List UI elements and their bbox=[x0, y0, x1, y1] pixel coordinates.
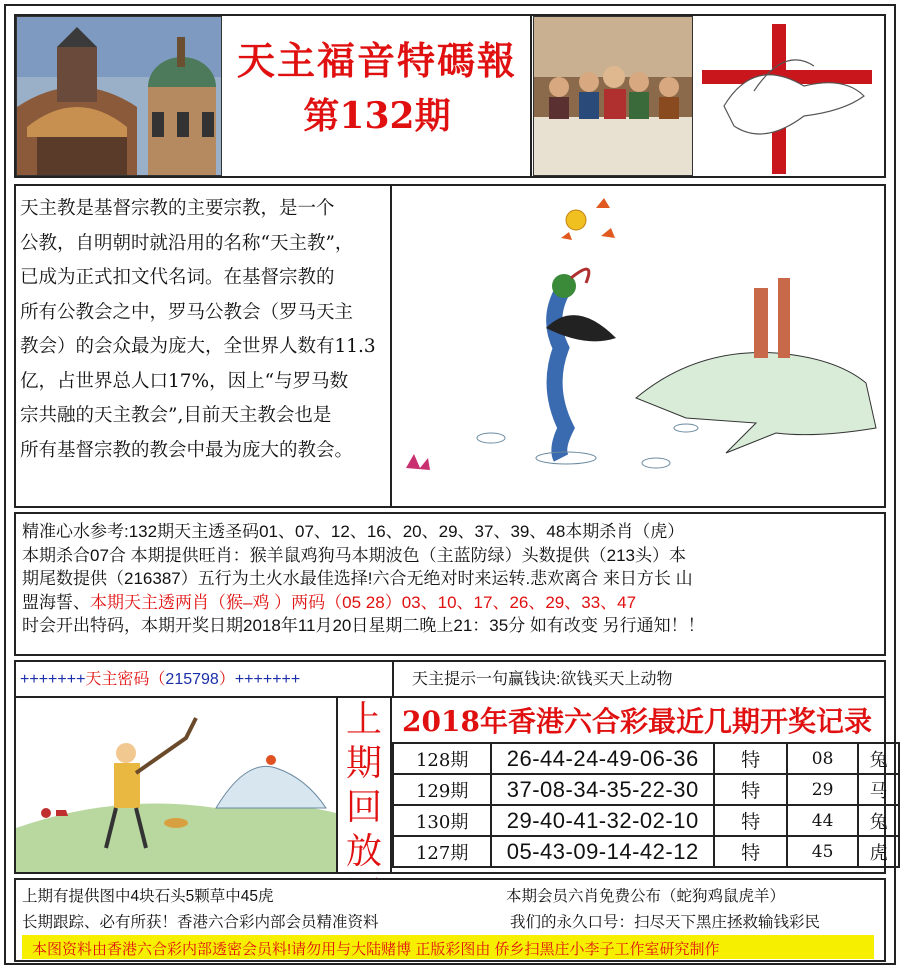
zodiac-cell: 兔 bbox=[858, 743, 899, 774]
special-cell: 08 bbox=[787, 743, 858, 774]
te-cell: 特 bbox=[714, 743, 787, 774]
issue-cell: 128期 bbox=[393, 743, 491, 774]
farmer-illustration bbox=[16, 698, 336, 872]
intro-line: 已成为正式扣文代名词。在基督宗教的 bbox=[20, 267, 335, 288]
table-row bbox=[393, 774, 899, 805]
notice-line-4-a: 盟海誓、 bbox=[22, 592, 90, 612]
notice-line-5: 时会开出特码，本期开奖日期2018年11月20日星期二晚上21：35分 如有改变 另行通知！！ bbox=[22, 616, 705, 636]
paper-title: 天主福音特碼報 bbox=[236, 38, 517, 83]
zodiac-cell: 虎 bbox=[858, 836, 899, 867]
intro-line: 公教，自明朝时就沿用的名称“天主教”， bbox=[20, 232, 354, 254]
zodiac-cell: 兔 bbox=[858, 805, 899, 836]
table-row bbox=[393, 743, 899, 774]
review-char: 回 bbox=[345, 787, 382, 828]
te-cell: 特 bbox=[714, 836, 787, 867]
special-cell: 45 bbox=[787, 836, 858, 867]
notice-line-2: 本期杀合07合 本期提供旺肖：猴羊鼠鸡狗马本期波色（主蓝防绿）头数提供（213头）本 bbox=[22, 545, 686, 565]
review-char: 期 bbox=[345, 743, 382, 784]
numbers-cell: 29-40-41-32-02-10 bbox=[491, 805, 714, 836]
dragon-illustration bbox=[396, 188, 882, 504]
code-close-paren: ） bbox=[218, 671, 235, 688]
footer-left-1: 上期有提供图中4块石头5颗草中45虎 bbox=[22, 888, 274, 905]
special-cell: 44 bbox=[787, 805, 858, 836]
issue-cell: 127期 bbox=[393, 836, 491, 867]
numbers-cell: 05-43-09-14-42-12 bbox=[491, 836, 714, 867]
numbers-cell: 26-44-24-49-06-36 bbox=[491, 743, 714, 774]
code-prefix: +++++++ bbox=[20, 671, 86, 688]
intro-line: 天主教是基督宗教的主要宗教，是一个 bbox=[20, 198, 335, 219]
footer-right-1: 本期会员六肖免费公布（蛇狗鸡鼠虎羊） bbox=[506, 888, 786, 905]
numbers-cell: 37-08-34-35-22-30 bbox=[491, 774, 714, 805]
code-suffix: +++++++ bbox=[234, 671, 301, 688]
intro-line: 亿，占世界总人口17%，因上“与罗马数 bbox=[20, 370, 349, 392]
secret-code: 215798 bbox=[165, 671, 219, 688]
cross-dove-image bbox=[694, 16, 884, 176]
table-row bbox=[393, 836, 899, 867]
last-supper-image bbox=[533, 16, 693, 176]
secret-code-bar bbox=[20, 666, 300, 689]
notice-line-1: 精准心水参考:132期天主透圣码01、07、12、16、20、29、37、39、48本期杀肖（虎） bbox=[22, 522, 685, 541]
special-cell: 29 bbox=[787, 774, 858, 805]
issue-cell: 129期 bbox=[393, 774, 491, 805]
cathedral-image bbox=[16, 16, 222, 176]
notice-line-3: 期尾数提供（216387）五行为土火水最佳选择!六合无绝对时来运转.悲欢离合 来日方长 山 bbox=[22, 569, 693, 589]
te-cell: 特 bbox=[714, 805, 787, 836]
hint-text: 天主提示一句赢钱诀:欲钱买天上动物 bbox=[412, 671, 673, 688]
table-row bbox=[393, 805, 899, 836]
notice-text bbox=[22, 520, 884, 638]
issue-number: 第132期 bbox=[303, 95, 451, 137]
notice-line-4 bbox=[22, 591, 884, 615]
te-cell: 特 bbox=[714, 774, 787, 805]
notice-line-4-highlight: 本期天主透两肖（猴–鸡 ）两码（05 28）03、10、17、26、29、33、47 bbox=[90, 592, 637, 612]
header-divider bbox=[530, 16, 532, 176]
zodiac-cell: 马 bbox=[858, 774, 899, 805]
intro-line: 教会）的会众最为庞大，全世界人数有11.3 bbox=[20, 336, 376, 357]
intro-line: 宗共融的天主教会”,目前天主教会也是 bbox=[20, 405, 332, 426]
footer-banner: 本图资料由香港六合彩内部透密会员料!请勿用与大陆赌博 正版彩图由 侨乡扫黑庄小李子工作室研究制作 bbox=[32, 941, 720, 958]
issue-cell: 130期 bbox=[393, 805, 491, 836]
intro-line: 所有公教会之中，罗马公教会（罗马天主 bbox=[20, 301, 354, 323]
intro-text bbox=[20, 192, 392, 468]
footer-right-2: 我们的永久口号：扫尽天下黑庄拯救输钱彩民 bbox=[510, 914, 821, 931]
records-title: 2018年香港六合彩最近几期开奖记录 bbox=[402, 705, 872, 738]
code-label: 天主密码（ bbox=[85, 671, 166, 688]
footer-left-2: 长期跟踪、必有所获！香港六合彩内部会员精准资料 bbox=[22, 914, 379, 931]
intro-line: 所有基督宗教的教会中最为庞大的教会。 bbox=[20, 439, 354, 461]
code-bar-divider bbox=[392, 662, 394, 698]
review-char: 放 bbox=[345, 831, 382, 872]
results-table bbox=[392, 742, 900, 868]
review-char: 上 bbox=[345, 699, 382, 740]
